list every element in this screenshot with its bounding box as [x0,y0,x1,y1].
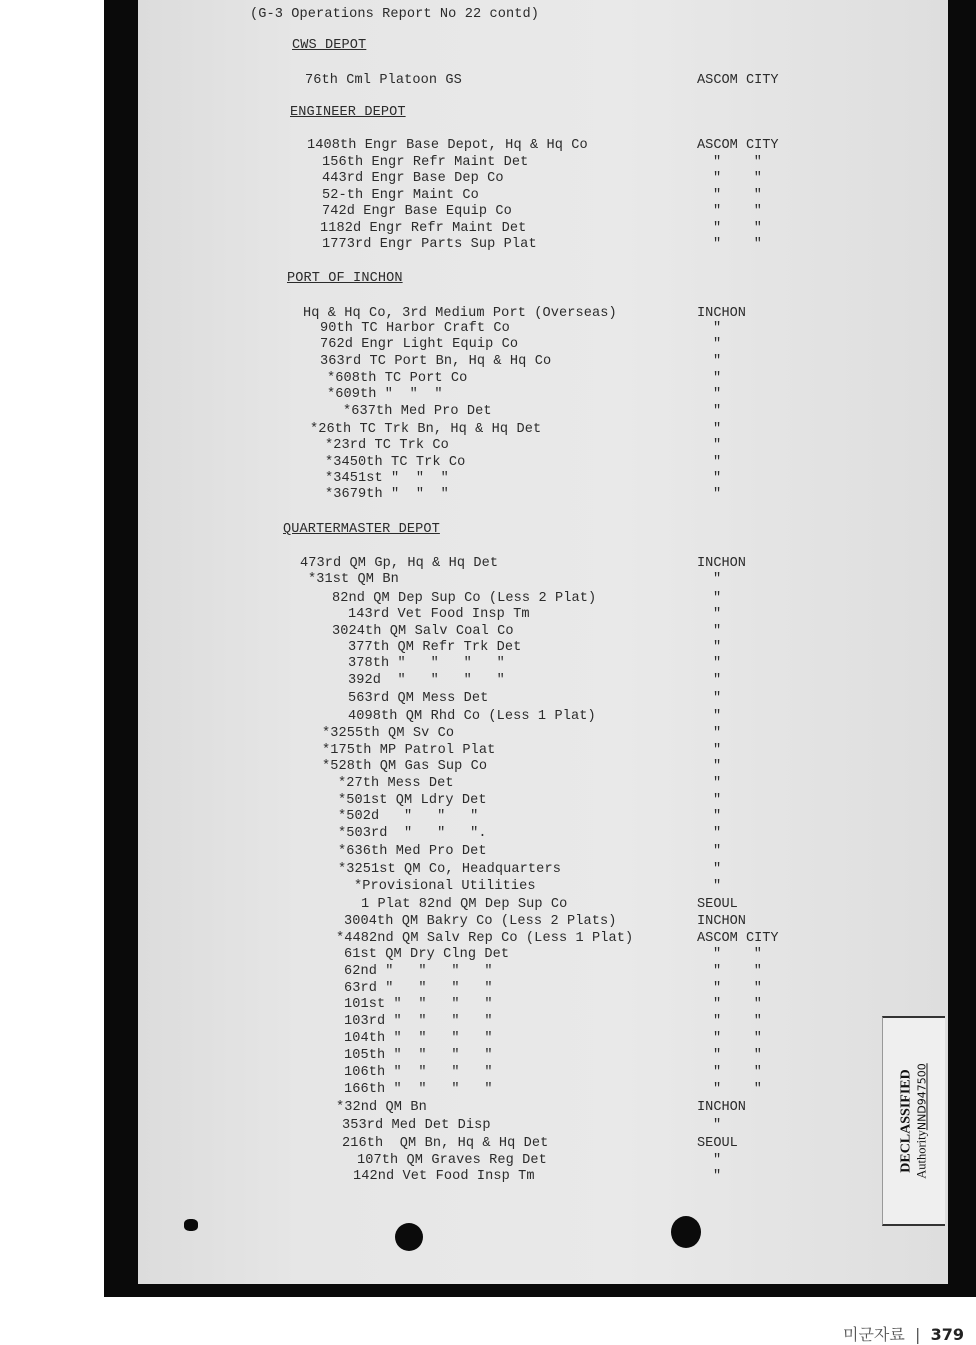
unit-location: ASCOM CITY [697,73,779,88]
unit-location: " " [713,237,762,252]
unit-location: ASCOM CITY [697,138,779,153]
unit-location: " " [713,981,762,996]
unit-name: 1 Plat 82nd QM Dep Sup Co [361,897,568,912]
unit-location: INCHON [697,914,746,929]
unit-name: 473rd QM Gp, Hq & Hq Det [300,556,499,571]
unit-name: 52-th Engr Maint Co [322,188,479,203]
unit-name: 104th " " " " [344,1031,493,1046]
unit-name: *27th Mess Det [338,776,454,791]
unit-location: " [713,1153,722,1168]
unit-name: *3251st QM Co, Headquarters [338,862,561,877]
unit-location: " [713,387,722,402]
ink-mark [184,1219,198,1231]
unit-name: 4098th QM Rhd Co (Less 1 Plat) [348,709,596,724]
unit-name: *502d " " " [338,809,479,824]
unit-location: " [713,759,722,774]
unit-location: " " [713,1082,762,1097]
unit-location: SEOUL [697,897,738,912]
unit-location: SEOUL [697,1136,738,1151]
unit-name: 142nd Vet Food Insp Tm [353,1169,535,1184]
unit-name: 363rd TC Port Bn, Hq & Hq Co [320,354,552,369]
unit-location: " [713,487,722,502]
unit-name: 563rd QM Mess Det [348,691,489,706]
footer-separator: | [915,1325,921,1344]
unit-name: 1182d Engr Refr Maint Det [320,221,527,236]
unit-location: ASCOM CITY [697,931,779,946]
unit-name: *23rd TC Trk Co [325,438,449,453]
section-heading: ENGINEER DEPOT [290,105,406,120]
unit-name: 156th Engr Refr Maint Det [322,155,529,170]
punch-hole [395,1223,423,1251]
unit-location: " " [713,221,762,236]
unit-name: *3679th " " " [325,487,449,502]
unit-location: " " [713,204,762,219]
page-footer [843,1322,964,1345]
unit-location: " [713,709,722,724]
unit-location: " " [713,997,762,1012]
unit-name: *32nd QM Bn [336,1100,427,1115]
unit-location: " [713,656,722,671]
unit-name: 106th " " " " [344,1065,493,1080]
unit-name: 166th " " " " [344,1082,493,1097]
unit-location: " [713,691,722,706]
unit-name: *609th " " " [327,387,443,402]
unit-location: " [713,455,722,470]
unit-name: *528th QM Gas Sup Co [322,759,488,774]
unit-name: *3451st " " " [325,471,449,486]
unit-location: " [713,404,722,419]
unit-location: " [713,726,722,741]
unit-name: 103rd " " " " [344,1014,493,1029]
unit-location: INCHON [697,306,746,321]
unit-name: 105th " " " " [344,1048,493,1063]
unit-location: " [713,862,722,877]
unit-name: 443rd Engr Base Dep Co [322,171,504,186]
punch-hole [671,1216,701,1248]
unit-location: " " [713,188,762,203]
unit-location: " " [713,1065,762,1080]
unit-name: *26th TC Trk Bn, Hq & Hq Det [310,422,542,437]
unit-location: " [713,826,722,841]
unit-name: *608th TC Port Co [327,371,468,386]
unit-location: " [713,844,722,859]
unit-name: 3024th QM Salv Coal Co [332,624,514,639]
unit-name: *Provisional Utilities [354,879,536,894]
unit-location: " [713,673,722,688]
unit-name: *175th MP Patrol Plat [322,743,496,758]
unit-location: " [713,471,722,486]
unit-name: 3004th QM Bakry Co (Less 2 Plats) [344,914,617,929]
unit-location: " [713,624,722,639]
unit-name: *503rd " " ". [338,826,487,841]
unit-location: " " [713,947,762,962]
unit-location: INCHON [697,556,746,571]
unit-name: *501st QM Ldry Det [338,793,487,808]
unit-location: " [713,591,722,606]
unit-location: " [713,354,722,369]
unit-location: " [713,422,722,437]
unit-name: 107th QM Graves Reg Det [357,1153,547,1168]
unit-location: INCHON [697,1100,746,1115]
unit-location: " [713,879,722,894]
unit-location: " " [713,1031,762,1046]
unit-location: " [713,371,722,386]
unit-name: 742d Engr Base Equip Co [322,204,512,219]
unit-location: " " [713,155,762,170]
unit-name: 353rd Med Det Disp [342,1118,491,1133]
unit-name: *31st QM Bn [308,572,399,587]
unit-name: 216th QM Bn, Hq & Hq Det [342,1136,549,1151]
unit-name: 392d " " " " [348,673,505,688]
document-page [138,0,948,1284]
unit-name: 378th " " " " [348,656,505,671]
unit-name: 1408th Engr Base Depot, Hq & Hq Co [307,138,588,153]
unit-location: " [713,321,722,336]
section-heading: PORT OF INCHON [287,271,403,286]
unit-location: " [713,793,722,808]
unit-name: *637th Med Pro Det [343,404,492,419]
page-number: 379 [930,1325,964,1344]
unit-name: 762d Engr Light Equip Co [320,337,519,352]
unit-location: " [713,776,722,791]
unit-location: " " [713,171,762,186]
report-header: (G-3 Operations Report No 22 contd) [250,7,540,22]
unit-name: 63rd " " " " [344,981,493,996]
unit-location: " " [713,964,762,979]
unit-location: " [713,438,722,453]
unit-location: " [713,1118,722,1133]
stamp-title: DECLASSIFIED [898,1069,914,1173]
unit-name: *4482nd QM Salv Rep Co (Less 1 Plat) [336,931,634,946]
unit-name: 143rd Vet Food Insp Tm [348,607,530,622]
section-heading: CWS DEPOT [292,38,367,53]
unit-name: 90th TC Harbor Craft Co [320,321,510,336]
unit-name: 62nd " " " " [344,964,493,979]
unit-location: " [713,572,722,587]
unit-location: " [713,809,722,824]
unit-location: " [713,337,722,352]
unit-name: 1773rd Engr Parts Sup Plat [322,237,537,252]
unit-location: " [713,1169,722,1184]
declassified-stamp [882,1016,945,1226]
unit-location: " [713,607,722,622]
unit-location: " [713,640,722,655]
footer-source: 미군자료 [843,1325,905,1344]
section-heading: QUARTERMASTER DEPOT [283,522,440,537]
unit-name: 101st " " " " [344,997,493,1012]
unit-name: Hq & Hq Co, 3rd Medium Port (Overseas) [303,306,617,321]
unit-name: 61st QM Dry Clng Det [344,947,510,962]
unit-name: *3450th TC Trk Co [325,455,466,470]
unit-name: *3255th QM Sv Co [322,726,455,741]
unit-name: 76th Cml Platoon GS [305,73,462,88]
unit-name: *636th Med Pro Det [338,844,487,859]
stamp-authority: AuthorityNND947500 [914,1063,929,1179]
unit-name: 82nd QM Dep Sup Co (Less 2 Plat) [332,591,597,606]
unit-location: " " [713,1014,762,1029]
unit-location: " " [713,1048,762,1063]
unit-location: " [713,743,722,758]
unit-name: 377th QM Refr Trk Det [348,640,522,655]
